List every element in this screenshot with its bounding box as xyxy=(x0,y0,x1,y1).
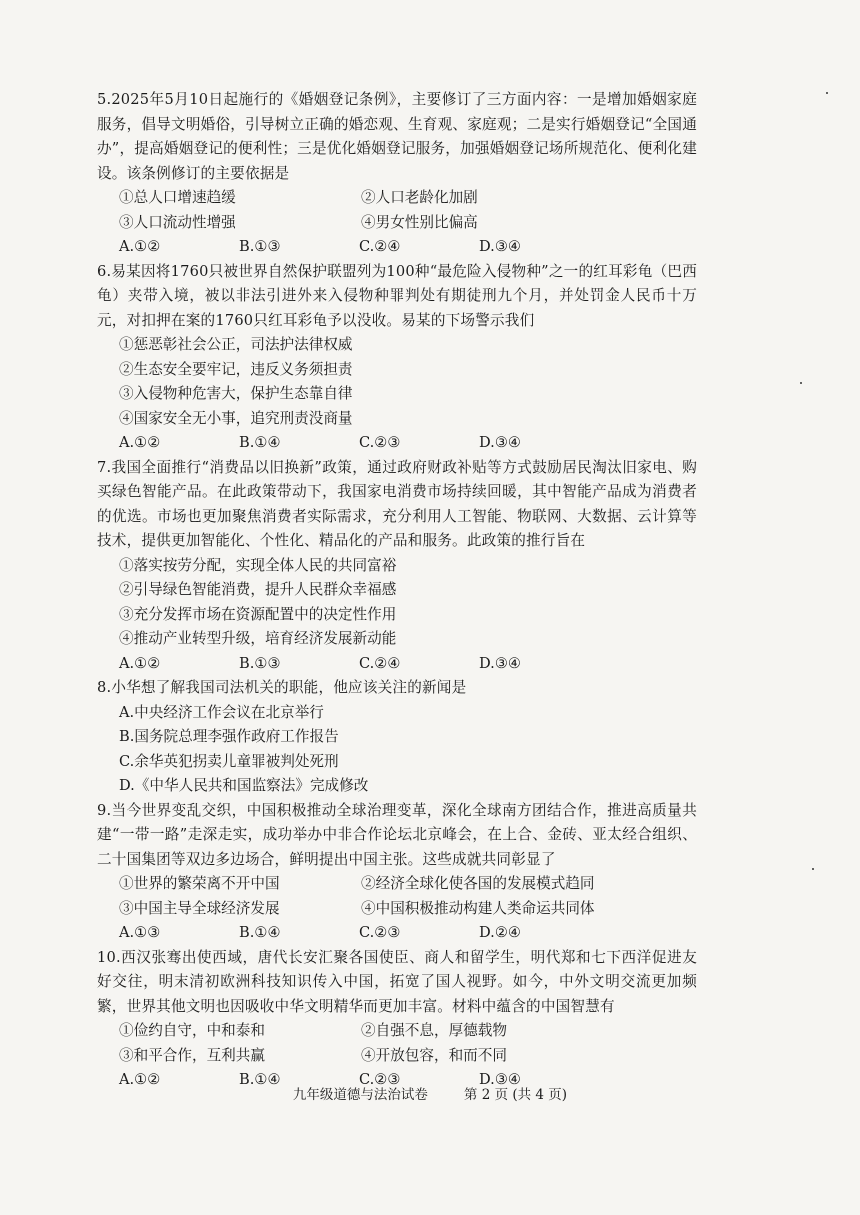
answer-choice: D.②④ xyxy=(479,924,521,941)
answer-choice: D.③④ xyxy=(479,238,521,255)
answer-choices xyxy=(97,652,697,677)
option-item: ①惩恶彰社会公正，司法护法律权威 xyxy=(119,336,353,353)
option-item: ①落实按劳分配，实现全体人民的共同富裕 xyxy=(119,556,397,574)
question-stem: 9.当今世界变乱交织，中国积极推动全球治理变革，深化全球南方团结合作，推进高质量共建“一带一路”走深走实，成功举办中非合作论坛北京峰会，在上合、金砖、亚太经合组织、二十国集团等双边多边场合，鲜明提出中国主张。这些成就共同彰显了 xyxy=(97,801,697,868)
question-stem: 7.我国全面推行“消费品以旧换新”政策，通过政府财政补贴等方式鼓励居民淘汰旧家电、购买绿色智能产品。在此政策带动下，我国家电消费市场持续回暖，其中智能产品成为消费者的优选。市场也更加聚焦消费者实际需求，充分利用人工智能、物联网、大数据、云计算等技术，提供更加智能化、个性化、精品化的产品和服务。此政策的推行旨在 xyxy=(97,458,697,549)
question-stem: 8.小华想了解我国司法机关的职能，他应该关注的新闻是 xyxy=(97,679,467,696)
option-item: ②经济全球化使各国的发展模式趋同 xyxy=(361,875,595,892)
option-item: D.《中华人民共和国监察法》完成修改 xyxy=(119,777,369,794)
scan-speck xyxy=(812,868,814,870)
page-footer xyxy=(0,1083,860,1103)
option-item: B.国务院总理李强作政府工作报告 xyxy=(119,728,339,745)
answer-choice: A.①② xyxy=(119,238,161,255)
answer-choice: D.③④ xyxy=(479,1071,521,1088)
answer-choice: C.②③ xyxy=(359,924,401,941)
option-item: ③中国主导全球经济发展 xyxy=(119,899,280,917)
option-item: ④国家安全无小事，追究刑责没商量 xyxy=(119,409,353,427)
answer-choice: C.②③ xyxy=(359,434,401,451)
answer-choice: A.①② xyxy=(119,434,161,451)
question-stem: 10.西汉张骞出使西域，唐代长安汇聚各国使臣、商人和留学生，明代郑和七下西洋促进友好交往，明末清初欧洲科技知识传入中国，拓宽了国人视野。如今，中外文明交流更加频繁，世界其他文明也因吸收中华文明精华而更加丰富。材料中蕴含的中国智慧有 xyxy=(97,948,697,1015)
question-list xyxy=(97,88,697,1093)
option-item: ②生态安全要牢记，违反义务须担责 xyxy=(119,360,353,378)
option-item: ④男女性别比偏高 xyxy=(361,213,478,231)
option-grid xyxy=(97,186,697,235)
answer-choice: D.③④ xyxy=(479,654,521,672)
option-item: ②引导绿色智能消费，提升人民群众幸福感 xyxy=(119,581,397,598)
option-item: ④开放包容，和而不同 xyxy=(361,1046,507,1064)
answer-choice: B.①③ xyxy=(239,654,281,672)
question-stem: 6.易某因将1760只被世界自然保护联盟列为100种“最危险入侵物种”之一的红耳彩龟（巴西龟）夹带入境，被以非法引进外来入侵物种罪判处有期徒刑九个月，并处罚金人民币十万元，对扣押在案的1760只红耳彩龟予以没收。易某的下场警示我们 xyxy=(97,262,697,329)
question-block xyxy=(97,260,697,456)
option-item: ③和平合作，互利共赢 xyxy=(119,1046,265,1064)
option-item: C.余华英犯拐卖儿童罪被判处死刑 xyxy=(119,752,339,770)
answer-choice: C.②④ xyxy=(359,238,401,255)
option-item: ③入侵物种危害大，保护生态靠自律 xyxy=(119,385,353,402)
answer-choices xyxy=(97,921,697,946)
option-item: ②人口老龄化加剧 xyxy=(361,189,478,206)
answer-choices xyxy=(97,235,697,260)
answer-choice: B.①④ xyxy=(239,924,281,941)
question-block xyxy=(97,799,697,946)
answer-choice: C.②④ xyxy=(359,654,401,672)
option-item: ④推动产业转型升级，培育经济发展新动能 xyxy=(119,630,397,647)
scan-speck xyxy=(826,92,828,94)
answer-choice: A.①③ xyxy=(119,924,161,941)
scan-speck xyxy=(800,382,802,384)
answer-choice: B.①④ xyxy=(239,1071,281,1088)
option-item: ②自强不息，厚德载物 xyxy=(361,1022,507,1039)
question-block xyxy=(97,456,697,677)
answer-choice: B.①④ xyxy=(239,434,281,451)
question-block xyxy=(97,946,697,1093)
question-stem: 5.2025年5月10日起施行的《婚姻登记条例》，主要修订了三方面内容：一是增加婚姻家庭服务，倡导文明婚俗，引导树立正确的婚恋观、生育观、家庭观；二是实行婚姻登记“全国通办”，提高婚姻登记的便利性；三是优化婚姻登记服务，加强婚姻登记场所规范化、便利化建设。该条例修订的主要依据是 xyxy=(97,91,697,182)
option-item: ①总人口增速趋缓 xyxy=(119,189,236,206)
option-item: ①俭约自守，中和泰和 xyxy=(119,1022,265,1039)
option-item: A.中央经济工作会议在北京举行 xyxy=(119,703,324,721)
exam-title: 九年级道德与法治试卷 xyxy=(292,1087,428,1103)
option-grid xyxy=(97,872,697,921)
question-block xyxy=(97,88,697,260)
answer-choice: A.①② xyxy=(119,1071,161,1088)
answer-choices xyxy=(97,431,697,456)
page-number: 第 2 页 (共 4 页) xyxy=(463,1087,568,1103)
question-block xyxy=(97,676,697,799)
option-item: ③人口流动性增强 xyxy=(119,213,236,231)
answer-choice: C.②③ xyxy=(359,1071,401,1088)
answer-choice: D.③④ xyxy=(479,434,521,451)
option-item: ①世界的繁荣离不开中国 xyxy=(119,875,280,892)
answer-choice: A.①② xyxy=(119,654,161,672)
option-item: ④中国积极推动构建人类命运共同体 xyxy=(361,899,595,917)
answer-choice: B.①③ xyxy=(239,238,281,255)
option-grid xyxy=(97,1019,697,1068)
option-item: ③充分发挥市场在资源配置中的决定性作用 xyxy=(119,605,397,623)
